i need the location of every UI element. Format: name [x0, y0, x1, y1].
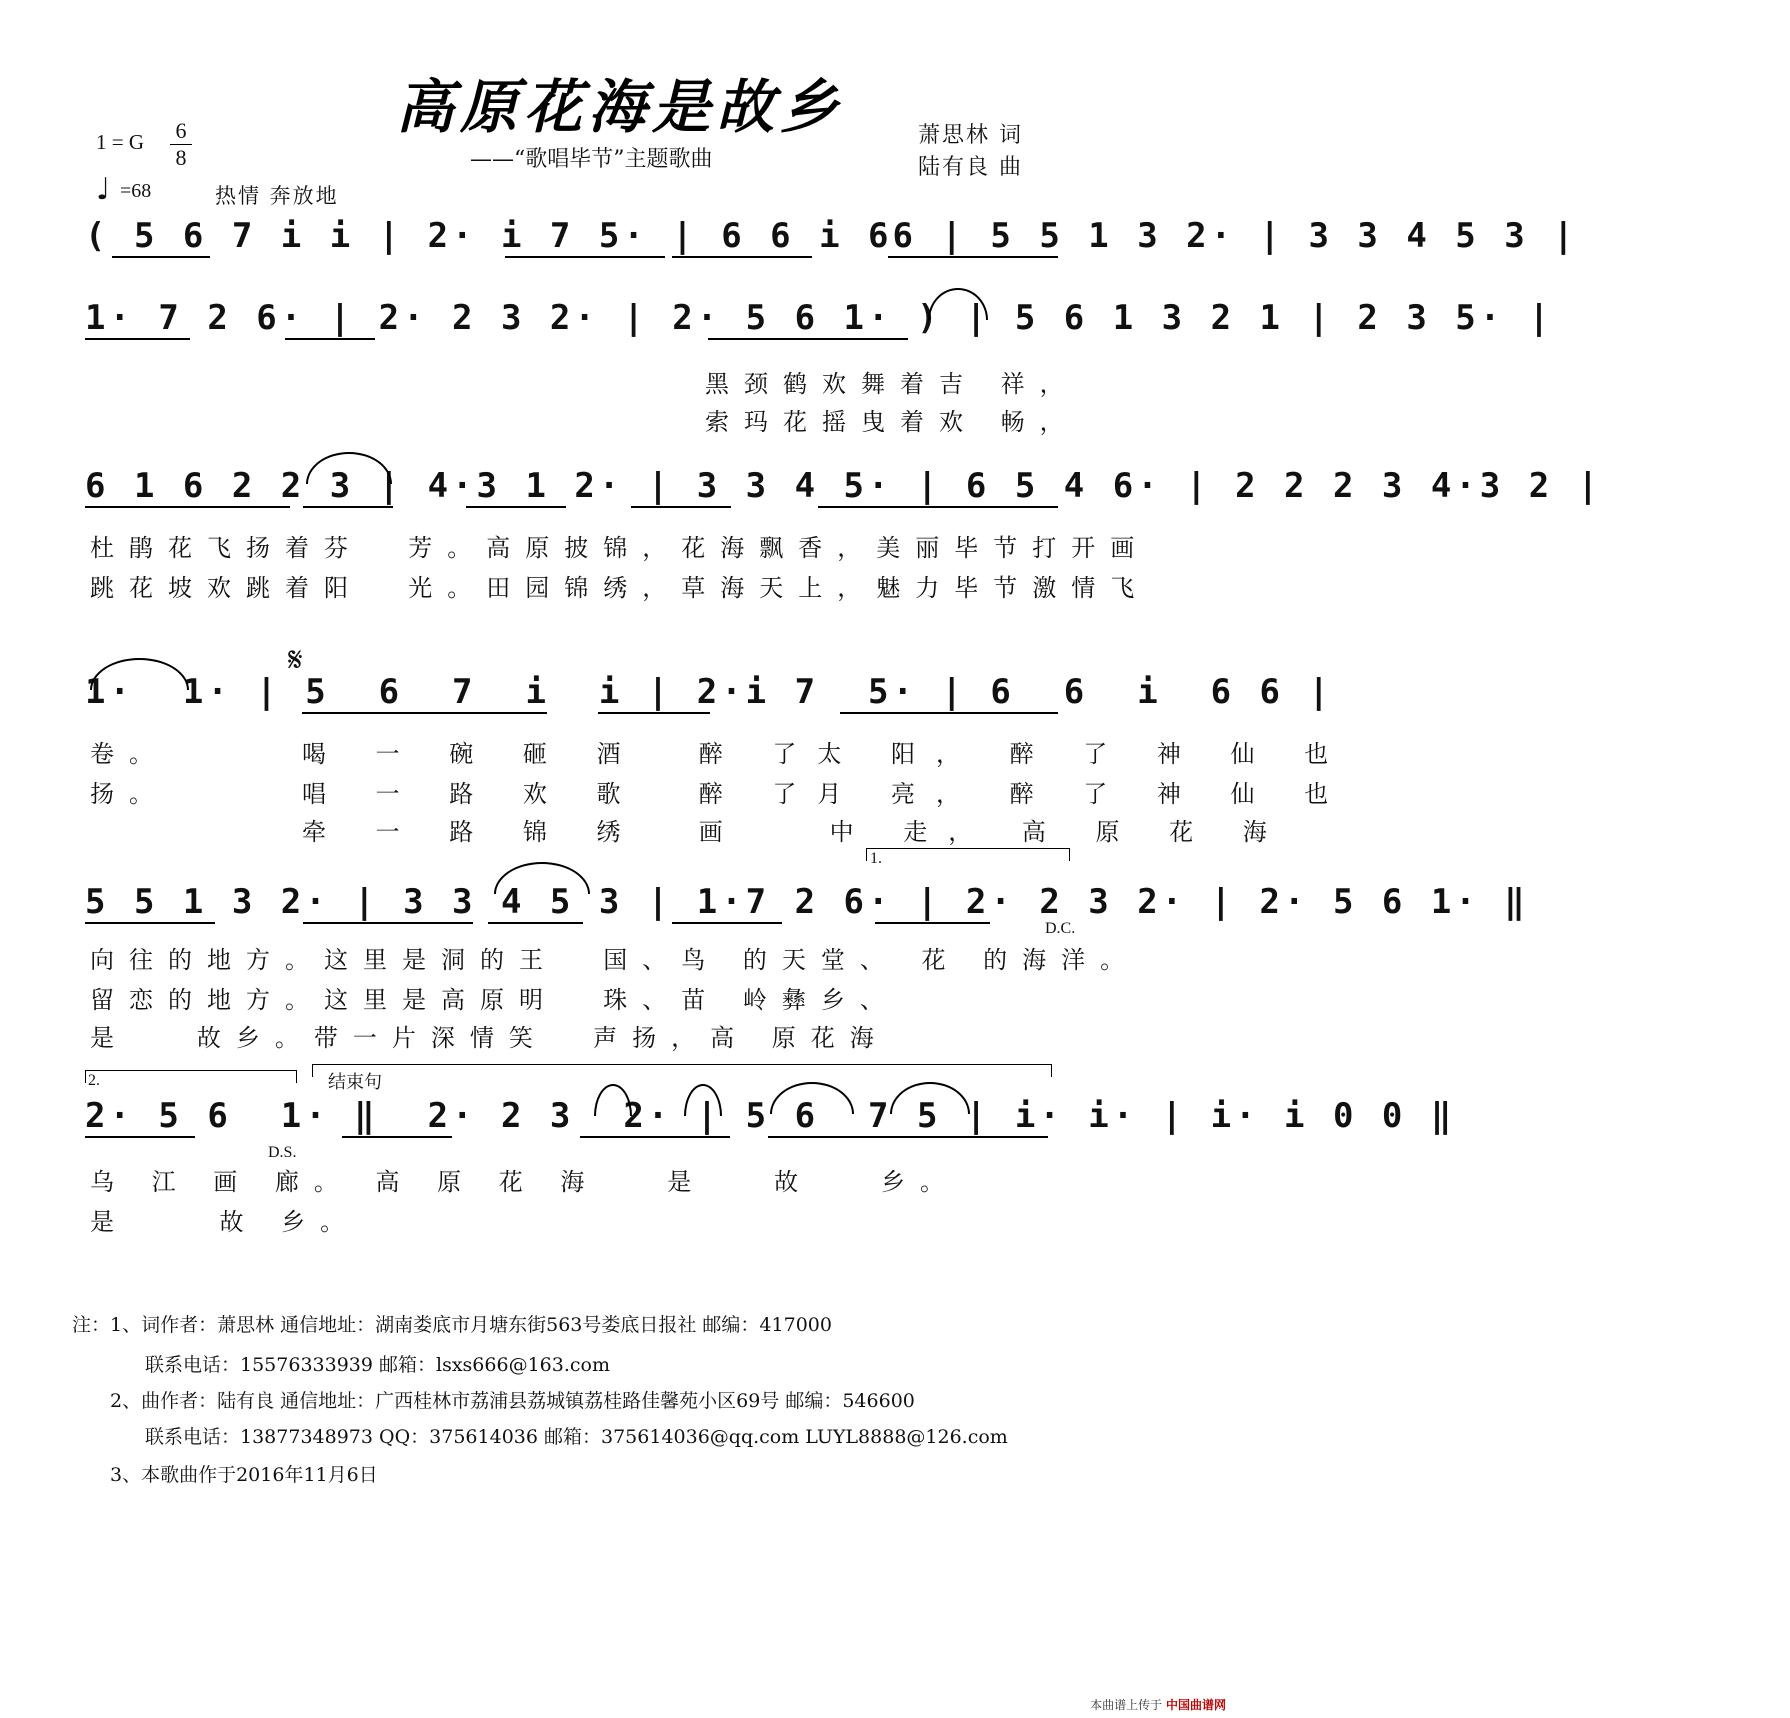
watermark-site: 中国曲谱网: [1165, 1698, 1226, 1712]
ending-bracket: [312, 1064, 1052, 1077]
watermark-text: 本曲谱上传于: [1090, 1698, 1163, 1712]
key-signature: 1 = G: [96, 130, 145, 154]
volta-bracket-1: [866, 848, 1070, 861]
beam-line: [818, 506, 1058, 508]
tie-arc: [684, 1084, 722, 1116]
beam-line: [672, 256, 812, 258]
lyric-row5-verse1: 向往的地方。这里是洞的王 国、鸟 的天堂、 花 的海洋。: [90, 946, 1140, 974]
lyricist-credit: 萧思林 词: [918, 123, 1023, 148]
notation-row-3: [85, 466, 1603, 506]
volta-bracket-2: [85, 1070, 297, 1083]
lyric-row2-verse1: 黑颈鹤欢舞着吉 祥，: [705, 370, 1079, 398]
notation-text: 1· 7 2 6· | 2· 2 3 2· | 2· 5 6 1· ) | 5 6 1 3 2 1 | 2 3 5· |: [85, 298, 1554, 338]
notation-row-1: [85, 216, 1578, 256]
beam-line: [598, 712, 710, 714]
lyric-row6-verse2: 是 故 乡。: [90, 1208, 360, 1236]
beam-line: [708, 338, 908, 340]
lyric-row4-verse2: 唱 一 路 欢 歌 醉 了月 亮， 醉 了 神 仙 也: [302, 780, 1350, 808]
lyric-row6-verse1: 乌 江 画 廊。 高 原 花 海 是 故 乡。: [90, 1168, 960, 1196]
beam-line: [875, 922, 990, 924]
dc-marking: D.C.: [1045, 920, 1076, 937]
note-2-line-1: 2、曲作者：陆有良 通信地址：广西桂林市荔浦县荔城镇荔桂路佳馨苑小区69号 邮编：546600: [110, 1390, 915, 1412]
volta-2-label: 2.: [88, 1072, 100, 1089]
beam-line: [302, 712, 547, 714]
beam-line: [303, 922, 473, 924]
time-signature-numerator: 6: [175, 118, 187, 143]
lyric-row4-verse2-start: 扬。: [90, 780, 168, 808]
tie-arc: [890, 1082, 970, 1114]
notation-text: 5 5 1 3 2· | 3 3 4 5 3 | 1·7 2 6· | 2· 2 3 2· | 2· 5 6 1· ‖: [85, 882, 1529, 922]
slur-arc: [928, 288, 988, 320]
beam-line: [888, 256, 1058, 258]
tie-arc: [770, 1082, 854, 1114]
beam-line: [85, 922, 215, 924]
beam-line: [85, 1136, 195, 1138]
segno-icon: 𝄋: [288, 640, 303, 680]
beam-line: [505, 256, 665, 258]
lyric-row4-verse3: 牵 一 路 锦 绣 画 中 走， 高 原 花 海: [302, 818, 1288, 846]
lyric-row3-verse2: 跳花坡欢跳着阳 光。田园锦绣，草海天上，魅力毕节激情飞: [90, 574, 1150, 602]
slur-arc: [306, 452, 392, 484]
composer-credit: 陆有良 曲: [918, 155, 1023, 180]
tie-arc: [90, 658, 189, 690]
lyric-row4-verse1-start: 卷。: [90, 740, 168, 768]
volta-1-label: 1.: [870, 850, 882, 867]
beam-line: [840, 712, 1058, 714]
notation-text: ( 5 6 7 i i | 2· i 7 5· | 6 6 i 66 | 5 5 1 3 2· | 3 3 4 5 3 |: [85, 216, 1578, 256]
song-title: 高原花海是故乡: [395, 73, 844, 141]
tempo-marking: =68: [120, 180, 152, 202]
beam-line: [768, 1136, 1048, 1138]
note-1-line-1: 注：1、词作者：萧思林 通信地址：湖南娄底市月塘东街563号娄底日报社 邮编：417000: [72, 1314, 832, 1336]
ending-label: 结束句: [328, 1072, 382, 1093]
lyric-row2-verse2: 索玛花摇曳着欢 畅，: [705, 408, 1079, 436]
lyric-row4-verse1: 喝 一 碗 砸 酒 醉 了太 阳， 醉 了 神 仙 也: [302, 740, 1350, 768]
beam-line: [85, 338, 190, 340]
notation-row-5: [85, 882, 1529, 922]
beam-line: [672, 922, 782, 924]
ds-marking: D.S.: [268, 1144, 297, 1161]
note-3: 3、本歌曲作于2016年11月6日: [110, 1464, 378, 1486]
quarter-note-icon: ♩: [96, 172, 111, 207]
beam-line: [488, 922, 583, 924]
subtitle: ——“歌唱毕节”主题歌曲: [470, 147, 713, 172]
expression-marking: 热情 奔放地: [215, 184, 339, 208]
lyric-row5-verse3: 是 故乡。带一片深情笑 声扬，高 原花海: [90, 1024, 889, 1052]
beam-line: [303, 506, 393, 508]
lyric-row3-verse1: 杜鹃花飞扬着芬 芳。高原披锦，花海飘香，美丽毕节打开画: [90, 534, 1150, 562]
note-1-line-2: 联系电话：15576333939 邮箱：lsxs666@163.com: [145, 1354, 610, 1376]
time-signature: [170, 118, 192, 171]
lyric-row5-verse2: 留恋的地方。这里是高原明 珠、苗 岭彝乡、: [90, 986, 899, 1014]
notation-text: 2· 5 6 1· ‖ 2· 2 3 2· | 5 6 7 5 | i· i· | i· i 0 0 ‖: [85, 1096, 1456, 1136]
beam-line: [466, 506, 566, 508]
notation-row-4: [85, 672, 1333, 712]
notation-text: 1· 1· | 5 6 7 i i | 2·i 7 5· | 6 6 i 6 6 |: [85, 672, 1333, 712]
beam-line: [285, 338, 375, 340]
tie-arc: [594, 1084, 632, 1116]
note-2-line-2: 联系电话：13877348973 QQ：375614036 邮箱：375614036@qq.com LUYL8888@126.com: [145, 1426, 1008, 1448]
notation-text: 6 1 6 2 2 3 | 4·3 1 2· | 3 3 4 5· | 6 5 4 6· | 2 2 2 3 4·3 2 |: [85, 466, 1603, 506]
slur-arc: [494, 862, 590, 894]
time-signature-denominator: 8: [175, 145, 187, 170]
watermark: [1090, 1696, 1226, 1713]
beam-line: [85, 506, 290, 508]
beam-line: [631, 506, 731, 508]
beam-line: [112, 256, 210, 258]
beam-line: [580, 1136, 730, 1138]
notation-row-2: [85, 298, 1554, 338]
beam-line: [342, 1136, 452, 1138]
